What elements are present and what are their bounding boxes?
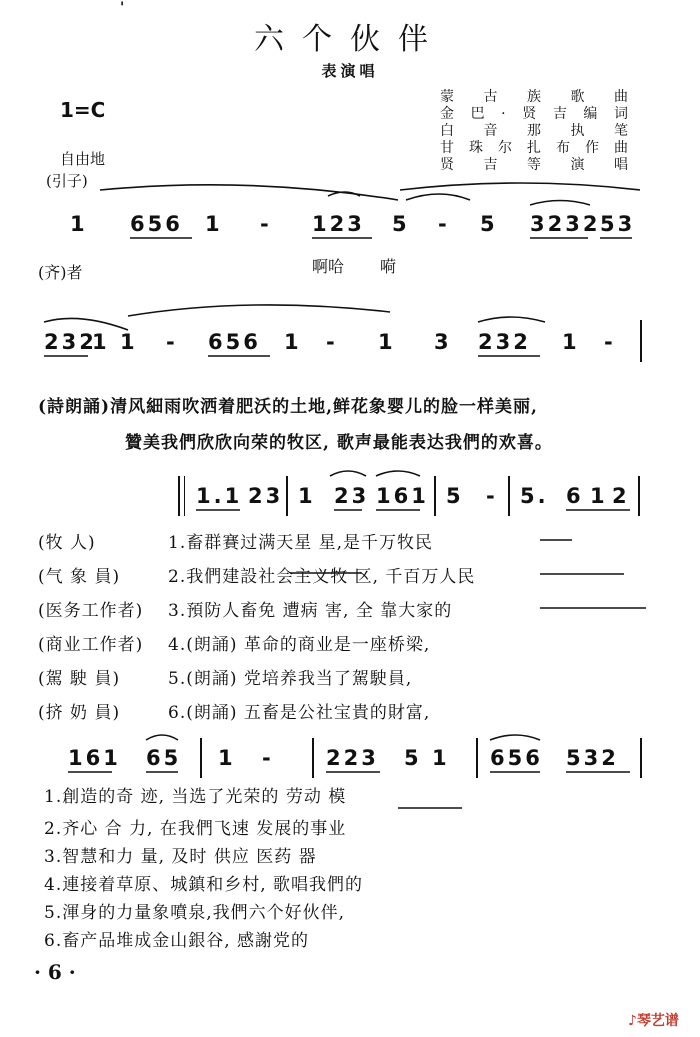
role-label: (駕 駛 員) — [38, 669, 121, 689]
note-group: 1 — [218, 746, 236, 770]
note-group: 161 — [376, 484, 429, 508]
note-group: - — [604, 330, 616, 354]
note-group: 1 — [70, 212, 88, 236]
note-group: 1 — [298, 484, 316, 508]
note-group: 5 — [446, 484, 464, 508]
note-group: 2 — [612, 484, 630, 508]
note-group: 232 — [44, 330, 97, 354]
note-group: 656 — [130, 212, 183, 236]
note-group: 1 — [92, 330, 110, 354]
note-group: 1 — [205, 212, 223, 236]
slur — [478, 317, 545, 322]
song-title: 六个伙伴 — [254, 22, 446, 57]
note-group: 532 — [566, 746, 619, 770]
note-group: - — [326, 330, 338, 354]
lyric-row: 5.(朗誦) 党培养我当了駕駛員, — [168, 669, 413, 689]
note-group: 5 — [480, 212, 498, 236]
lyric-row: 3.預防人畜免 遭病 害, 全 靠大家的 — [168, 601, 453, 621]
note-group: 5 — [404, 746, 422, 770]
note-group: - — [260, 212, 272, 236]
recitation-line-1: (詩朗誦)清风細雨吹洒着肥沃的土地,鲜花象婴儿的脸一样美丽, — [38, 397, 538, 417]
note-group: 656 — [490, 746, 543, 770]
slur — [330, 471, 366, 476]
note-icon: ♪ — [628, 1013, 637, 1029]
lyric-row: 4.連接着草原、城鎮和乡村, 歌唱我們的 — [44, 875, 364, 895]
slur — [44, 318, 128, 330]
lyric-row: 1.創造的奇 迹, 当选了光荣的 劳动 模 — [44, 787, 347, 807]
credit-line-3: 白音那执笔 — [440, 123, 630, 139]
slur — [530, 201, 590, 206]
role-label: (挤 奶 員) — [38, 703, 121, 723]
slur — [146, 735, 178, 740]
credit-line-1: 蒙古族歌曲 — [440, 89, 630, 105]
lyric-row: 4.(朗誦) 革命的商业是一座桥梁, — [168, 635, 431, 655]
slur — [400, 183, 640, 190]
note-group: 3232 — [530, 212, 601, 236]
note-group: - — [262, 746, 274, 770]
note-group: 5. — [520, 484, 549, 508]
note-group: 53 — [600, 212, 636, 236]
note-group: 161 — [68, 746, 121, 770]
role-label: (气 象 員) — [38, 567, 121, 587]
note-group: 23 — [334, 484, 370, 508]
key-signature: 1=C — [60, 98, 106, 122]
slur — [376, 471, 420, 476]
lyric-row: 6.(朗誦) 五畜是公社宝貴的財富, — [168, 703, 431, 723]
note-group: 5 — [392, 212, 410, 236]
note-group: 1 — [378, 330, 396, 354]
lyric-row: 6.畜产品堆成金山銀谷, 感謝党的 — [44, 931, 310, 951]
watermark-text: 琴艺谱 — [636, 1013, 679, 1029]
role-label: (医务工作者) — [38, 601, 144, 621]
credit-line-4: 甘珠尔扎布作曲 — [440, 140, 630, 156]
intro-lyric: (齐)者 — [38, 263, 83, 282]
lyric-row: 1.畜群賽过满天星 星,是千万牧民 — [168, 533, 434, 553]
note-group: - — [166, 330, 178, 354]
lyric-row: 5.渾身的力量象噴泉,我們六个好伙伴, — [44, 903, 346, 923]
lyric-row: 3.智慧和力 量, 及时 供应 医药 器 — [44, 847, 317, 867]
intro-label: (引子) — [46, 172, 88, 190]
credit-line-5: 贤吉等演唱 — [440, 157, 630, 173]
recitation-line-2: 贊美我們欣欣向荣的牧区, 歌声最能表达我們的欢喜。 — [125, 433, 553, 453]
tempo-marking: 自由地 — [60, 150, 106, 168]
note-group: 656 — [208, 330, 261, 354]
lyric-row: 2.我們建設社会主义牧 区, 千百万人民 — [168, 567, 476, 587]
lyric-row: 2.齐心 合 力, 在我們飞速 发展的事业 — [44, 819, 347, 839]
slur — [406, 194, 470, 200]
intro-lyric: 嗬 — [380, 257, 397, 276]
note-group: 1.1 — [196, 484, 243, 508]
song-subtitle: 表演唱 — [321, 62, 379, 80]
note-group: - — [486, 484, 498, 508]
watermark-logo — [628, 1010, 679, 1030]
note-group: 232 — [478, 330, 531, 354]
slur — [490, 735, 540, 740]
page-number: · 6 · — [34, 960, 76, 984]
note-group: 223 — [326, 746, 379, 770]
note-group: 123 — [312, 212, 365, 236]
note-group: 6 — [566, 484, 584, 508]
note-group: - — [438, 212, 450, 236]
note-group: 3 — [434, 330, 452, 354]
note-group: 1 — [284, 330, 302, 354]
note-group: 1 — [562, 330, 580, 354]
note-group: 65 — [146, 746, 182, 770]
intro-lyric: 啊哈 — [312, 257, 345, 276]
note-group: 1 — [432, 746, 450, 770]
role-label: (牧 人) — [38, 533, 96, 553]
note-group: 1 — [120, 330, 138, 354]
note-group: 23 — [248, 484, 284, 508]
role-label: (商业工作者) — [38, 635, 144, 655]
credit-line-2: 金巴·贤吉编词 — [440, 106, 630, 122]
top-mark: ' — [120, 0, 125, 16]
slur — [128, 305, 390, 316]
note-group: 1 — [590, 484, 608, 508]
